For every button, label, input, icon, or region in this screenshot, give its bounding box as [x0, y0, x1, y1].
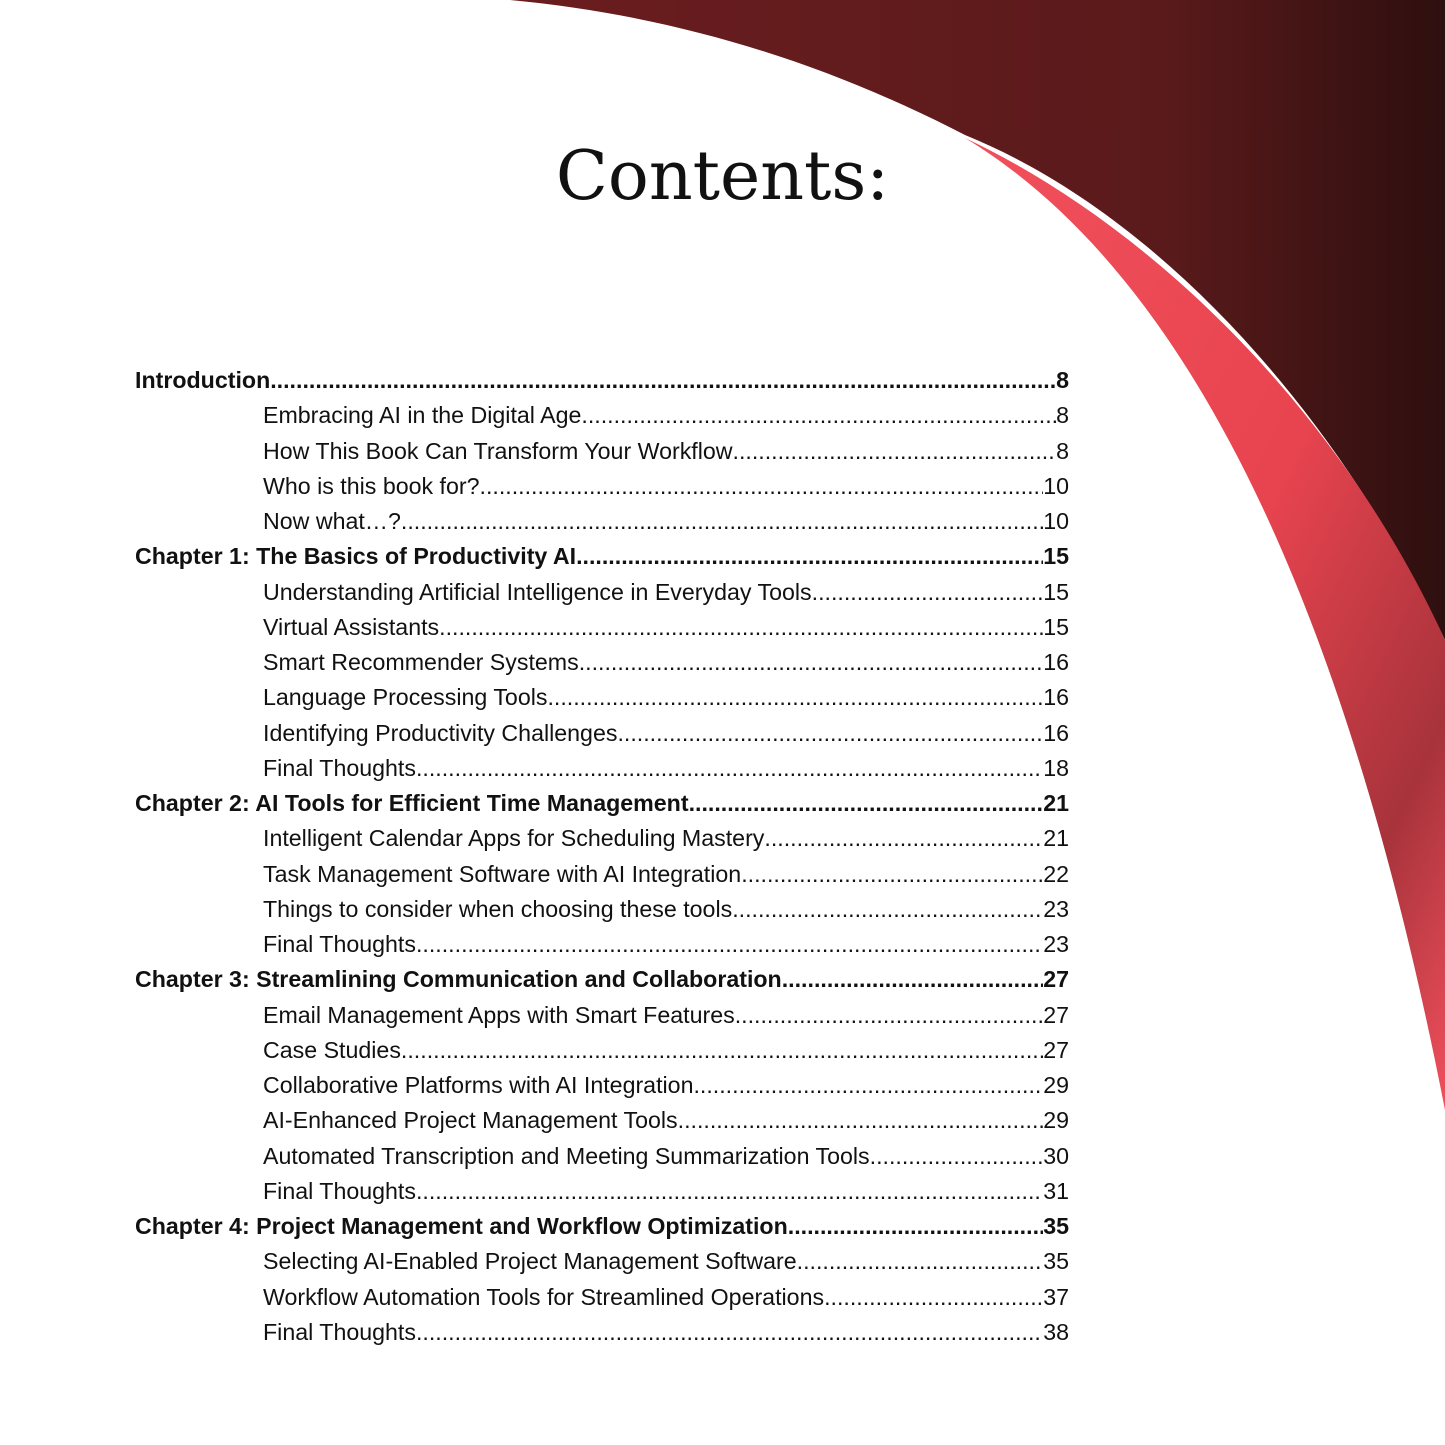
dot-leader: [824, 1280, 1043, 1315]
toc-section-entry[interactable]: [135, 1315, 1069, 1350]
toc-entry-label: Email Management Apps with Smart Features: [263, 1001, 735, 1028]
toc-section-entry[interactable]: [135, 645, 1069, 680]
dot-leader: [732, 892, 1043, 927]
toc-page-number: 18: [1043, 754, 1069, 781]
dot-leader: [689, 786, 1044, 821]
dot-leader: [416, 1174, 1043, 1209]
toc-page-number: 16: [1043, 684, 1069, 711]
toc-page-number: 8: [1056, 402, 1069, 429]
toc-section-entry[interactable]: [135, 821, 1069, 856]
dot-leader: [735, 998, 1044, 1033]
toc-page-number: 30: [1043, 1142, 1069, 1169]
toc-section-entry[interactable]: [135, 469, 1069, 504]
dot-leader: [416, 927, 1043, 962]
toc-page-number: 35: [1043, 1213, 1069, 1239]
table-of-contents: [135, 363, 1069, 1350]
toc-entry-label: Final Thoughts: [263, 1177, 416, 1204]
toc-page-number: 29: [1043, 1107, 1069, 1134]
toc-page-number: 38: [1043, 1318, 1069, 1345]
toc-chapter-entry[interactable]: [135, 363, 1069, 398]
dot-leader: [401, 504, 1043, 539]
toc-entry-label: How This Book Can Transform Your Workflow: [263, 437, 733, 464]
toc-section-entry[interactable]: [135, 927, 1069, 962]
page-title: Contents:: [555, 137, 890, 216]
dot-leader: [797, 1244, 1044, 1279]
toc-entry-label: Chapter 2: AI Tools for Efficient Time Management: [135, 790, 689, 816]
toc-page-number: 15: [1043, 578, 1069, 605]
toc-page-number: 27: [1043, 966, 1069, 993]
toc-page-number: 31: [1043, 1177, 1069, 1204]
toc-page-number: 15: [1043, 613, 1069, 640]
toc-entry-label: Language Processing Tools: [263, 684, 548, 711]
toc-page-number: 21: [1043, 825, 1069, 852]
toc-page-number: 23: [1043, 895, 1069, 922]
toc-page-number: 27: [1043, 1036, 1069, 1063]
toc-page-number: 27: [1043, 1001, 1069, 1028]
toc-section-entry[interactable]: [135, 716, 1069, 751]
toc-entry-label: Now what…?: [263, 508, 401, 534]
dot-leader: [480, 469, 1044, 504]
dot-leader: [581, 398, 1056, 433]
toc-section-entry[interactable]: [135, 1103, 1069, 1138]
toc-entry-label: Selecting AI-Enabled Project Management Software: [263, 1248, 797, 1275]
dot-leader: [579, 645, 1044, 680]
toc-entry-label: Collaborative Platforms with AI Integration: [263, 1072, 694, 1098]
dot-leader: [693, 1068, 1043, 1103]
toc-entry-label: AI-Enhanced Project Management Tools: [263, 1107, 678, 1134]
toc-entry-label: Automated Transcription and Meeting Summarization Tools: [263, 1142, 870, 1169]
toc-entry-label: Final Thoughts: [263, 931, 416, 957]
toc-page-number: 15: [1043, 543, 1069, 570]
toc-entry-label: Chapter 1: The Basics of Productivity AI: [135, 543, 577, 570]
toc-entry-label: Intelligent Calendar Apps for Scheduling Mastery: [263, 825, 765, 852]
dot-leader: [678, 1103, 1044, 1138]
toc-entry-label: Chapter 4: Project Management and Workflow Optimization: [135, 1213, 788, 1239]
dot-leader: [764, 821, 1043, 856]
dot-leader: [617, 716, 1043, 751]
toc-page-number: 8: [1056, 437, 1069, 464]
toc-section-entry[interactable]: [135, 680, 1069, 715]
toc-entry-label: Things to consider when choosing these tools: [263, 895, 733, 922]
dot-leader: [270, 363, 1056, 398]
toc-entry-label: Embracing AI in the Digital Age: [263, 402, 582, 429]
dot-leader: [416, 751, 1043, 786]
toc-entry-label: Virtual Assistants: [263, 613, 440, 640]
toc-page-number: 29: [1043, 1072, 1069, 1098]
toc-chapter-entry[interactable]: [135, 1209, 1069, 1244]
dot-leader: [576, 539, 1043, 574]
toc-section-entry[interactable]: [135, 1244, 1069, 1279]
toc-chapter-entry[interactable]: [135, 786, 1069, 821]
toc-section-entry[interactable]: [135, 1033, 1069, 1068]
toc-entry-label: Chapter 3: Streamlining Communication and Collaboration: [135, 966, 782, 993]
toc-entry-label: Workflow Automation Tools for Streamlined Operations: [263, 1283, 825, 1310]
toc-section-entry[interactable]: [135, 857, 1069, 892]
toc-section-entry[interactable]: [135, 1068, 1069, 1103]
toc-page-number: 10: [1043, 472, 1069, 499]
toc-section-entry[interactable]: [135, 892, 1069, 927]
dot-leader: [439, 610, 1043, 645]
toc-section-entry[interactable]: [135, 1174, 1069, 1209]
toc-page-number: 8: [1056, 367, 1069, 393]
toc-page-number: 37: [1043, 1283, 1069, 1310]
toc-page-number: 23: [1043, 931, 1069, 957]
toc-page-number: 10: [1043, 508, 1069, 534]
toc-entry-label: Who is this book for?: [263, 472, 480, 499]
toc-section-entry[interactable]: [135, 398, 1069, 433]
toc-section-entry[interactable]: [135, 998, 1069, 1033]
toc-entry-label: Smart Recommender Systems: [263, 649, 579, 675]
toc-section-entry[interactable]: [135, 610, 1069, 645]
toc-section-entry[interactable]: [135, 1139, 1069, 1174]
toc-entry-label: Case Studies: [263, 1036, 401, 1063]
toc-chapter-entry[interactable]: [135, 962, 1069, 997]
toc-page-number: 16: [1043, 719, 1069, 746]
toc-chapter-entry[interactable]: [135, 539, 1069, 574]
dot-leader: [812, 575, 1044, 610]
dot-leader: [401, 1033, 1043, 1068]
dot-leader: [547, 680, 1043, 715]
toc-page-number: 22: [1043, 860, 1069, 887]
toc-entry-label: Final Thoughts: [263, 754, 416, 781]
toc-entry-label: Understanding Artificial Intelligence in Everyday Tools: [263, 578, 812, 605]
dot-leader: [733, 434, 1057, 469]
dot-leader: [416, 1315, 1043, 1350]
toc-entry-label: Identifying Productivity Challenges: [263, 719, 618, 746]
toc-section-entry[interactable]: [135, 504, 1069, 539]
dot-leader: [741, 857, 1043, 892]
toc-entry-label: Task Management Software with AI Integration: [263, 860, 742, 887]
dot-leader: [788, 1209, 1043, 1244]
toc-page-number: 21: [1043, 790, 1069, 816]
dot-leader: [870, 1139, 1044, 1174]
toc-page-number: 35: [1043, 1248, 1069, 1275]
toc-section-entry[interactable]: [135, 751, 1069, 786]
toc-entry-label: Introduction: [135, 367, 271, 393]
toc-section-entry[interactable]: [135, 575, 1069, 610]
toc-section-entry[interactable]: [135, 434, 1069, 469]
toc-page-number: 16: [1043, 649, 1069, 675]
dot-leader: [782, 962, 1043, 997]
toc-section-entry[interactable]: [135, 1280, 1069, 1315]
toc-entry-label: Final Thoughts: [263, 1318, 416, 1345]
